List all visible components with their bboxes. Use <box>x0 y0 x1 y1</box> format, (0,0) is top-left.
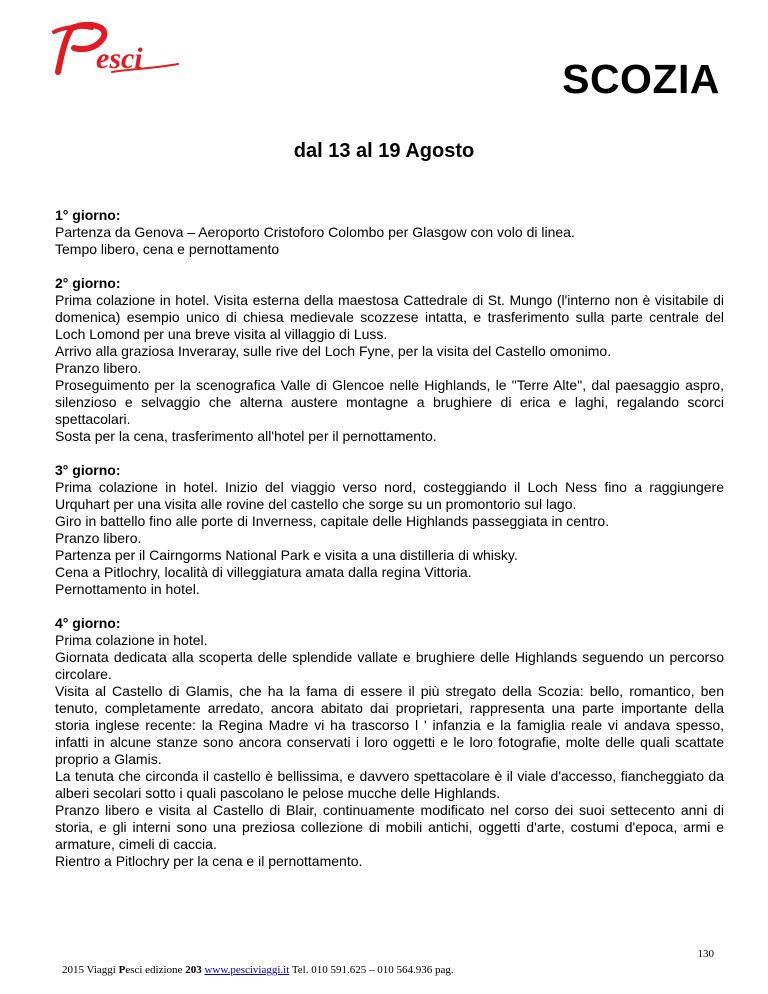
day-3 <box>55 462 724 598</box>
day-paragraph: Visita al Castello di Glamis, che ha la fama di essere il più stregato della Scozia: bello, romantico, ben tenuto, completamente arredato, ancora abitato dai proprietari, rappresenta una parte importante della storia inglese recente: la Regina Madre vi ha trascorso l ' infanzia e la famiglia reale vi andava spesso, infatti in alcune stanze sono ancora conservati i loro oggetti e le loro fotografie, molte delle quali scattate proprio a Glamis. <box>55 683 724 767</box>
trip-dates: dal 13 al 19 Agosto <box>293 140 475 162</box>
day-paragraph: Tempo libero, cena e pernottamento <box>55 241 280 257</box>
day-paragraph: Rientro a Pitlochry per la cena e il pernottamento. <box>55 853 363 869</box>
day-paragraph: Giro in battello fino alle porte di Inverness, capitale delle Highlands passeggiata in centro. <box>55 513 610 529</box>
day-heading: 2° giorno: <box>55 275 121 291</box>
day-heading: 4° giorno: <box>55 615 121 631</box>
day-paragraph: Prima colazione in hotel. Visita esterna della maestosa Cattedrale di St. Mungo (l'interno non è visitabile di domenica) esempio unico di chiesa medievale scozzese intatta, e trasferimento sulla parte centrale del Loch Lomond per una breve visita al villaggio di Luss. <box>55 292 724 342</box>
day-paragraph: Sosta per la cena, trasferimento all'hotel per il pernottamento. <box>55 428 437 444</box>
day-paragraph: Pernottamento in hotel. <box>55 581 200 597</box>
footer-prefix: 2015 Viaggi <box>62 964 119 976</box>
page-number: 130 <box>697 948 714 960</box>
day-paragraph: Partenza per il Cairngorms National Park e visita a una distilleria di whisky. <box>55 547 518 563</box>
day-2 <box>55 275 724 445</box>
day-1 <box>55 207 724 258</box>
day-paragraph: Pranzo libero. <box>55 530 142 546</box>
day-paragraph: Prima colazione in hotel. <box>55 632 208 648</box>
website-link[interactable]: www.pesciviaggi.it <box>204 964 290 976</box>
day-paragraph: Partenza da Genova – Aeroporto Cristoforo Colombo per Glasgow con volo di linea. <box>55 224 575 240</box>
day-paragraph: Arrivo alla graziosa Inveraray, sulle rive del Loch Fyne, per la visita del Castello omonimo. <box>55 343 612 359</box>
day-paragraph: Pranzo libero. <box>55 360 142 376</box>
footer-edition: 203 <box>185 964 202 976</box>
footer-brand-rest: esci edizione <box>125 964 186 976</box>
day-paragraph: La tenuta che circonda il castello è bellissima, e davvero spettacolare è il viale d'accesso, fiancheggiato da alberi secolari sotto i quali pascolano le pelose mucche delle Highlands. <box>55 768 724 801</box>
day-paragraph: Pranzo libero e visita al Castello di Blair, continuamente modificato nel corso dei suoi settecento anni di storia, e gli interni sono una preziosa collezione di mobili antichi, oggetti d'arte, costumi d'epoca, armi e armature, cimeli di caccia. <box>55 802 724 852</box>
logo-text: esci <box>96 42 143 75</box>
day-heading: 1° giorno: <box>55 207 121 223</box>
page-title: SCOZIA <box>562 56 720 102</box>
itinerary <box>55 207 724 887</box>
day-heading: 3° giorno: <box>55 462 121 478</box>
footer-contacts: Tel. 010 591.625 – 010 564.936 pag. <box>289 964 454 976</box>
day-paragraph: Cena a Pitlochry, località di villeggiatura amata dalla regina Vittoria. <box>55 564 472 580</box>
day-paragraph: Prima colazione in hotel. Inizio del viaggio verso nord, costeggiando il Loch Ness fino a raggiungere Urquhart per una visita alle rovine del castello che sorge su un promontorio sul lago. <box>55 479 724 512</box>
footer <box>62 964 454 976</box>
day-paragraph: Proseguimento per la scenografica Valle di Glencoe nelle Highlands, le "Terre Alte", dal paesaggio aspro, silenzioso e selvaggio che alterna austere montagne a brughiere di erica e laghi, regalando scorci spettacolari. <box>55 377 724 427</box>
pesci-logo-graphic <box>52 22 182 76</box>
day-4 <box>55 615 724 870</box>
pesci-logo <box>52 22 182 76</box>
day-paragraph: Giornata dedicata alla scoperta delle splendide vallate e brughiere delle Highlands seguendo un percorso circolare. <box>55 649 724 682</box>
footer-brand-initial: P <box>118 964 126 976</box>
